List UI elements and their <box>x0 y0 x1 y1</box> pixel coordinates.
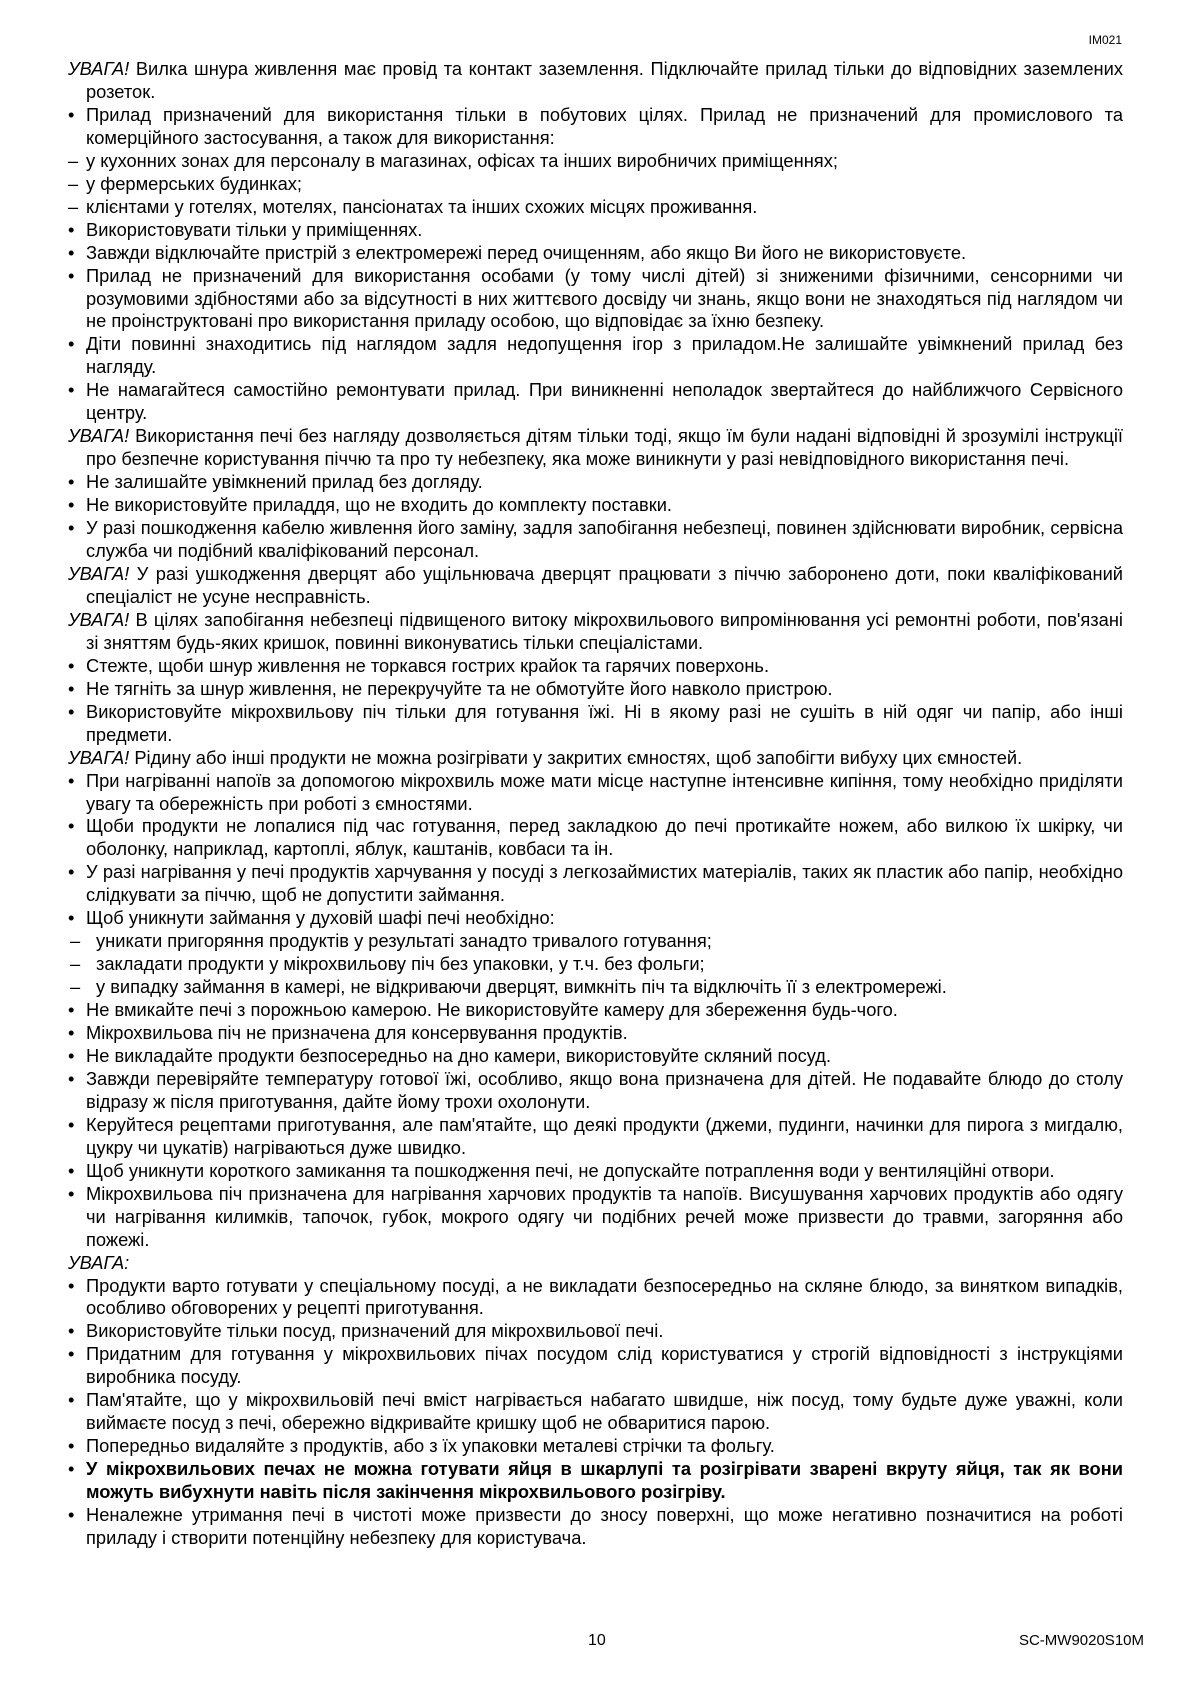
list-marker: • <box>68 677 75 699</box>
paragraph-text: уникати пригоряння продуктів у результаті занадто тривалого готування; <box>96 930 712 952</box>
list-marker: – <box>70 976 81 998</box>
paragraph-text: Вилка шнура живлення має провід та контакт заземлення. Підключайте прилад тільки до відповідних заземлених розеток. <box>86 58 1123 102</box>
list-marker: – <box>68 172 79 194</box>
bullet-list-item <box>68 1183 1123 1252</box>
paragraph-text: Щоб уникнути короткого замикання та пошкодження печі, не допускайте потраплення води у вентиляційні отвори. <box>86 1159 1055 1181</box>
list-marker: • <box>68 700 75 722</box>
paragraph-text: у фермерських будинках; <box>86 172 302 194</box>
list-marker: • <box>68 1044 75 1066</box>
bullet-list-item <box>68 907 1123 930</box>
warning-label: УВАГА! <box>68 562 130 584</box>
paragraph-text: Прилад призначений для використання тільки в побутових цілях. Прилад не призначений для промислового та комерційного застосування, а також для використання: <box>86 103 1123 148</box>
paragraph-text: Не викладайте продукти безпосередньо на дно камери, використовуйте скляний посуд. <box>86 1044 832 1066</box>
list-marker: • <box>68 1435 75 1457</box>
warning-heading <box>68 1252 1123 1275</box>
bullet-list-item <box>68 1114 1123 1160</box>
paragraph-text: При нагріванні напоїв за допомогою мікрохвиль може мати місце наступне інтенсивне кипіння, тому необхідно приділяти увагу та обережність при роботі з ємностями. <box>86 769 1123 814</box>
list-marker: – <box>70 953 81 975</box>
paragraph-text: Використання печі без нагляду дозволяється дітям тільки тоді, якщо їм були надані відповідні й зрозумілі інструкції про безпечне користування піччю та про ту небезпеку, яка може виникнути у разі невідповідного використання печі. <box>86 425 1123 470</box>
bullet-list-item <box>68 333 1123 379</box>
paragraph-text: у випадку займання в камері, не відкриваючи дверцят, вимкніть піч та відключіть її з електромережі. <box>96 976 947 998</box>
list-marker: • <box>68 379 75 401</box>
list-marker: – <box>68 195 79 217</box>
document-code: IM021 <box>1088 33 1122 47</box>
list-marker: • <box>68 1458 75 1480</box>
list-marker: • <box>68 1504 75 1526</box>
bullet-list-item <box>68 379 1123 425</box>
list-marker: • <box>68 1343 75 1365</box>
paragraph-text: Використовувати тільки у приміщеннях. <box>86 218 423 240</box>
dash-list-item <box>68 953 1123 976</box>
list-marker: • <box>68 1182 75 1204</box>
bullet-list-item <box>68 265 1123 334</box>
list-marker: • <box>68 103 75 125</box>
bullet-list-item <box>68 861 1123 907</box>
paragraph-text: Діти повинні знаходитись під наглядом задля недопущення ігор з приладом.Не залишайте увімкнений прилад без нагляду. <box>86 333 1123 378</box>
paragraph-text: Керуйтеся рецептами приготування, але пам'ятайте, що деякі продукти (джеми, пудинги, начинки для пирога з мигдалю, цукру чи цукатів) нагріваються дуже швидко. <box>86 1113 1123 1158</box>
dash-list-item <box>68 976 1123 999</box>
paragraph-text: Використовуйте мікрохвильову піч тільки для готування їжі. Ні в якому разі не сушіть в ній одяг чи папір, або інші предмети. <box>86 700 1123 745</box>
bullet-list-item <box>68 999 1123 1022</box>
bullet-list-item <box>68 1435 1123 1458</box>
paragraph-text: В цілях запобігання небезпеці підвищеного витоку мікрохвильового випромінювання усі ремонтні роботи, пов'язані зі зняттям будь-яких кришок, повинні виконуватись тільки спеціалістами. <box>86 608 1123 653</box>
paragraph-text: У разі пошкодження кабелю живлення його заміну, задля запобігання небезпеці, повинен здійснювати виробник, сервісна служба чи подібний кваліфікований персонал. <box>86 517 1123 562</box>
warning-label: УВАГА! <box>68 425 130 447</box>
bullet-list-item <box>68 1458 1123 1504</box>
bullet-list-item <box>68 219 1123 242</box>
list-marker: • <box>68 769 75 791</box>
bullet-list-item <box>68 1045 1123 1068</box>
list-marker: • <box>68 1113 75 1135</box>
bullet-list-item <box>68 1504 1123 1550</box>
bullet-list-item <box>68 701 1123 747</box>
list-marker: • <box>68 907 75 929</box>
paragraph-text: Придатним для готування у мікрохвильових пічах посудом слід користуватися у строгій відповідності з інструкціями виробника посуду. <box>86 1343 1123 1388</box>
paragraph-text: Завжди перевіряйте температуру готової їжі, особливо, якщо вона призначена для дітей. Не подавайте блюдо до столу відразу ж після приготування, дайте йому трохи охолонути. <box>86 1067 1123 1112</box>
paragraph-text: Мікрохвильова піч не призначена для консервування продуктів. <box>86 1022 628 1044</box>
list-marker: • <box>68 1159 75 1181</box>
bullet-list-item <box>68 1068 1123 1114</box>
list-marker: • <box>68 1067 75 1089</box>
warning-paragraph <box>68 58 1123 104</box>
model-code: SC-MW9020S10M <box>1018 1632 1144 1649</box>
list-marker: • <box>68 494 75 516</box>
bullet-list-item <box>68 104 1123 150</box>
list-marker: • <box>68 241 75 263</box>
list-marker: • <box>68 861 75 883</box>
list-marker: • <box>68 1022 75 1044</box>
bullet-list-item <box>68 678 1123 701</box>
paragraph-text: УВАГА: <box>68 1251 130 1273</box>
dash-list-item <box>68 930 1123 953</box>
page-number: 10 <box>588 1632 606 1649</box>
paragraph-text: Використовуйте тільки посуд, призначений для мікрохвильової печі. <box>86 1320 664 1342</box>
list-marker: • <box>68 999 75 1021</box>
bullet-list-item <box>68 770 1123 816</box>
warning-label: УВАГА! <box>68 58 130 79</box>
list-marker: • <box>68 1320 75 1342</box>
paragraph-text: Стежте, щоби шнур живлення не торкався гострих крайок та гарячих поверхонь. <box>86 654 770 676</box>
paragraph-text: Не тягніть за шнур живлення, не перекручуйте та не обмотуйте його навколо пристрою. <box>86 677 833 699</box>
paragraph-text: У мікрохвильових печах не можна готувати яйця в шкарлупі та розігрівати зварені вкруту яйця, так як вони можуть вибухнути навіть після закінчення мікрохвильового розігріву. <box>86 1458 1123 1503</box>
paragraph-text: Завжди відключайте пристрій з електромережі перед очищенням, або якщо Ви його не використовуєте. <box>86 241 967 263</box>
bullet-list-item <box>68 494 1123 517</box>
list-marker: • <box>68 333 75 355</box>
paragraph-text: у кухонних зонах для персоналу в магазинах, офісах та інших виробничих приміщеннях; <box>86 149 838 171</box>
paragraph-text: Щоб уникнути займання у духовій шафі печі необхідно: <box>86 907 555 929</box>
bullet-list-item <box>68 1160 1123 1183</box>
paragraph-text: Не залишайте увімкнений прилад без догляду. <box>86 471 483 493</box>
dash-list-item <box>68 150 1123 173</box>
dash-list-item <box>68 173 1123 196</box>
list-marker: – <box>68 149 79 171</box>
paragraph-text: Прилад не призначений для використання особами (у тому числі дітей) зі зниженими фізичними, сенсорними чи розумовими здібностями або за відсутності в них життєвого досвіду чи знань, якщо вони не знаходяться під наглядом чи не проінструктовані про використання приладу особою, що відповідає за їхню безпеку. <box>86 264 1123 332</box>
bullet-list-item <box>68 1389 1123 1435</box>
list-marker: • <box>68 654 75 676</box>
warning-paragraph <box>68 609 1123 655</box>
paragraph-text: Мікрохвильова піч призначена для нагрівання харчових продуктів та напоїв. Висушування харчових продуктів або одягу чи нагрівання килимків, тапочок, губок, мокрого одягу чи подібних речей може призвести до травми, загоряння або пожежі. <box>86 1182 1123 1250</box>
paragraph-text: Неналежне утримання печі в чистоті може призвести до зносу поверхні, що може негативно позначитися на роботі приладу і створити потенційну небезпеку для користувача. <box>86 1504 1123 1548</box>
list-marker: • <box>68 1274 75 1296</box>
bullet-list-item <box>68 1022 1123 1045</box>
bullet-list-item <box>68 1275 1123 1321</box>
paragraph-text: У разі нагрівання у печі продуктів харчування у посуді з легкозаймистих матеріалів, таких як пластик або папір, необхідно слідкувати за піччю, щоб не допустити займання. <box>86 861 1123 906</box>
paragraph-text: Попередньо видаляйте з продуктів, або з їх упаковки металеві стрічки та фольгу. <box>86 1435 775 1457</box>
bullet-list-item <box>68 655 1123 678</box>
paragraph-text: Пам'ятайте, що у мікрохвильовій печі вміст нагрівається набагато швидше, ніж посуд, тому будьте дуже уважні, коли виймаєте посуд з печі, обережно відкривайте кришку щоб не обваритися парою. <box>86 1389 1123 1434</box>
warning-label: УВАГА! <box>68 746 130 768</box>
list-marker: • <box>68 264 75 286</box>
list-marker: • <box>68 1389 75 1411</box>
warning-paragraph <box>68 563 1123 609</box>
bullet-list-item <box>68 242 1123 265</box>
dash-list-item <box>68 196 1123 219</box>
warning-paragraph <box>68 425 1123 471</box>
safety-instructions-text <box>68 58 1123 1550</box>
list-marker: • <box>68 517 75 539</box>
paragraph-text: У разі ушкодження дверцят або ущільнювача дверцят працювати з піччю заборонено доти, поки кваліфікований спеціаліст не усуне несправність. <box>86 562 1123 607</box>
list-marker: – <box>70 930 81 952</box>
bullet-list-item <box>68 471 1123 494</box>
paragraph-text: Продукти варто готувати у спеціальному посуді, а не викладати безпосередньо на скляне блюдо, за винятком випадків, особливо обговорених у рецепті приготування. <box>86 1274 1123 1319</box>
paragraph-text: Щоби продукти не лопалися під час готування, перед закладкою до печі протикайте ножем, або вилкою їх шкірку, чи оболонку, наприклад, картоплі, яблук, каштанів, ковбаси та ін. <box>86 815 1123 860</box>
paragraph-text: Не використовуйте приладдя, що не входить до комплекту поставки. <box>86 494 672 516</box>
paragraph-text: Не вмикайте печі з порожньою камерою. Не використовуйте камеру для збереження будь-чого. <box>86 999 898 1021</box>
paragraph-text: Рідину або інші продукти не можна розігрівати у закритих ємностях, щоб запобігти вибуху цих ємностей. <box>134 746 1023 768</box>
paragraph-text: Не намагайтеся самостійно ремонтувати прилад. При виникненні неполадок звертайтеся до найближчого Сервісного центру. <box>86 379 1123 424</box>
paragraph-text: закладати продукти у мікрохвильову піч без упаковки, у т.ч. без фольги; <box>96 953 705 975</box>
warning-label: УВАГА! <box>68 608 130 630</box>
list-marker: • <box>68 815 75 837</box>
list-marker: • <box>68 218 75 240</box>
warning-paragraph <box>68 747 1123 770</box>
bullet-list-item <box>68 517 1123 563</box>
bullet-list-item <box>68 1343 1123 1389</box>
bullet-list-item <box>68 815 1123 861</box>
paragraph-text: клієнтами у готелях, мотелях, пансіонатах та інших схожих місцях проживання. <box>86 195 758 217</box>
bullet-list-item <box>68 1320 1123 1343</box>
list-marker: • <box>68 471 75 493</box>
